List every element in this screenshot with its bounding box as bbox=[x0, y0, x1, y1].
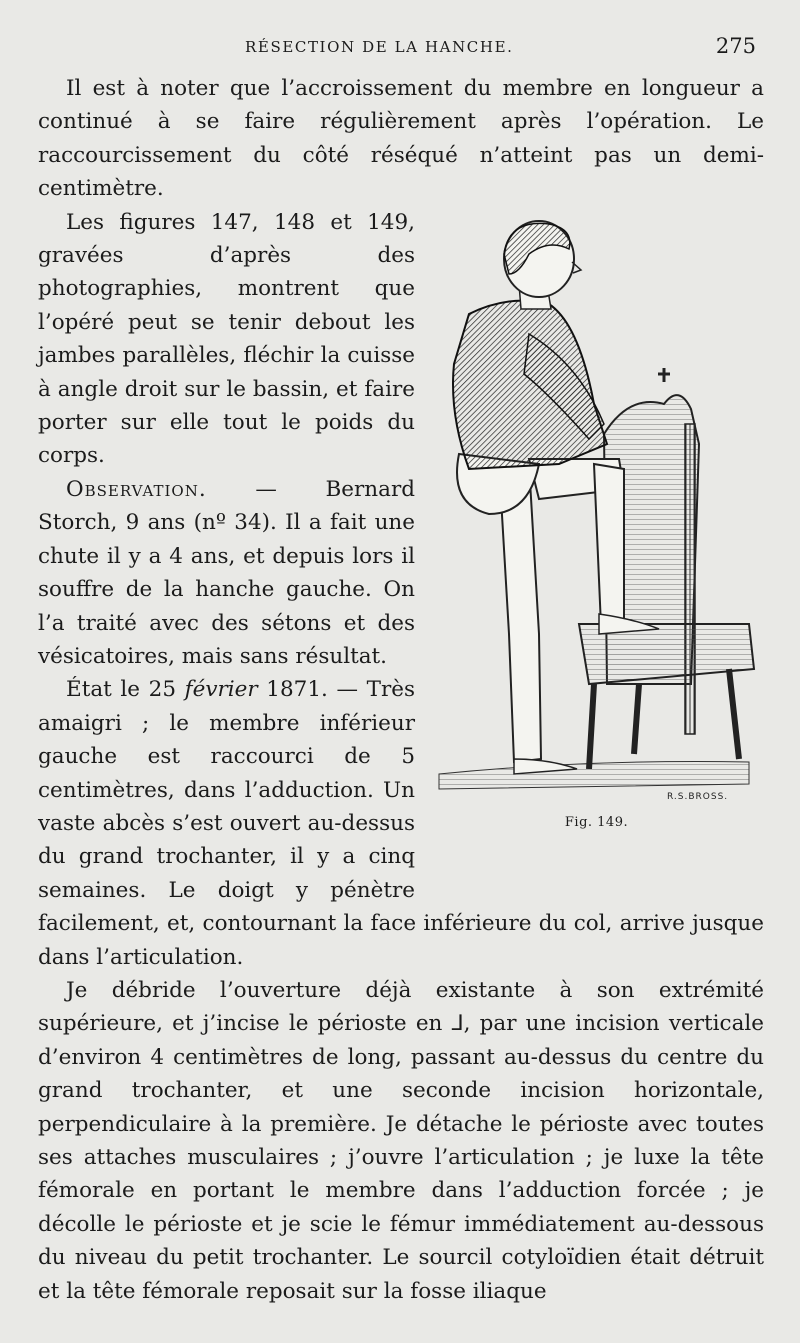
page-header bbox=[0, 34, 800, 62]
observation-text: — Bernard Storch, 9 ans (nº 34). Il a fait une chute il y a 4 ans, et depuis lors il souffre de la hanche gauche. On l’a traité avec des sétons et des vésicatoires, mais sans résultat. bbox=[38, 476, 415, 669]
state-text: 1871. — Très amaigri ; le membre inférieur gauche est raccourci de 5 centimètres, dans l’adduction. Un vaste abcès s’est ouvert au-dessus du grand trochanter, il y a cinq semaines. Le doigt y pénètre facilement, et, contournant la face inférieure du col, arrive jusque dans l’articulation. bbox=[38, 677, 764, 970]
boy-standing-with-leg-on-chair-engraving-icon bbox=[429, 214, 764, 814]
figure-caption: Fig. 149. bbox=[564, 814, 629, 830]
engraver-signature: R.S.BROSS. bbox=[667, 791, 729, 802]
state-date-start: État le 25 bbox=[66, 677, 185, 703]
paragraph-5: Je débride l’ouverture déjà existante à son extrémité supérieure, et j’incise le périoste en ⅃, par une incision verticale d’environ 4 centimètres de long, passant au-dessus du centre du grand trochanter, et une seconde incision horizontale, perpendiculaire à la première. Je détache le périoste avec toutes ses attaches musculaires ; j’ouvre l’articulation ; je luxe la tête fémorale en portant le membre dans l’adduction forcée ; je décolle le périoste et je scie le fémur immédiatement au-dessous du niveau du petit trochanter. Le sourcil cotyloïdien était détruit et la tête fémorale reposait sur la fosse iliaque bbox=[38, 977, 764, 1304]
running-head: RÉSECTION DE LA HANCHE. bbox=[245, 38, 514, 56]
observation-label: Observation. bbox=[66, 476, 207, 502]
paragraph-1: Il est à noter que l’accroissement du membre en longueur a continué à se faire régulièrement après l’opération. Le raccourcissement du côté réséqué n’atteint pas un demi-centimètre. bbox=[38, 76, 764, 202]
body-text bbox=[38, 72, 764, 1308]
page-number: 275 bbox=[715, 34, 756, 58]
state-date-month: février bbox=[184, 677, 258, 703]
figure-149 bbox=[429, 214, 764, 894]
paragraph-2: Les figures 147, 148 et 149, gravées d’après des photographies, montrent que l’opéré peut se tenir debout les jambes parallèles, fléchir la cuisse à angle droit sur le bassin, et faire porter sur elle tout le poids du corps. bbox=[38, 209, 415, 469]
